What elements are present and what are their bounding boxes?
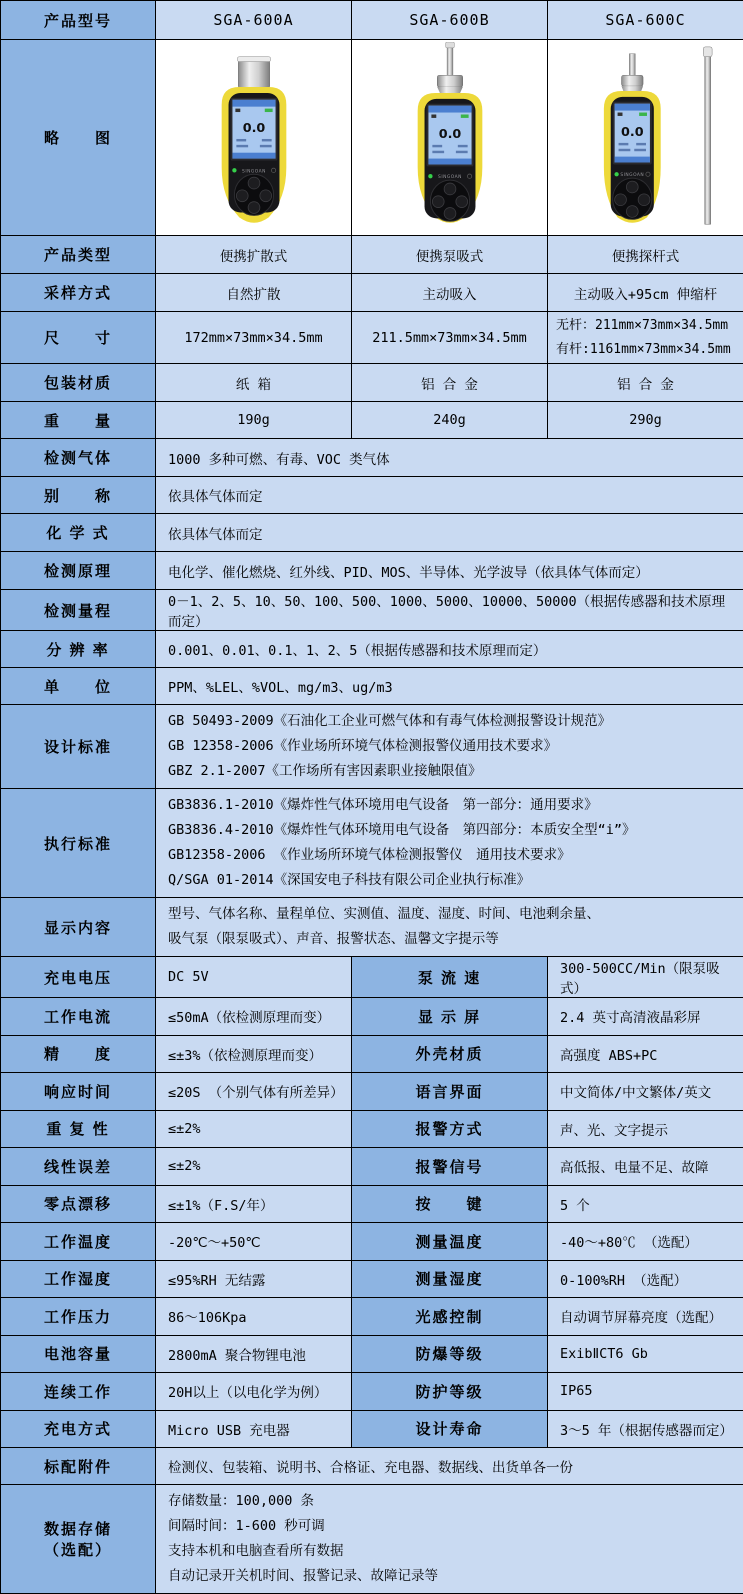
cell-value: ≤±3%（依检测原理而变） [156,1035,352,1073]
cell-value: 1000 多种可燃、有毒、VOC 类气体 [156,439,743,477]
table-row [1,1448,743,1485]
cell-value: 2.4 英寸高清液晶彩屏 [548,998,743,1036]
device-illustration-pump [370,42,530,234]
cell-value: IP65 [548,1373,743,1411]
telescopic-rod [704,53,710,223]
value-lines [168,898,737,956]
value-lines [168,789,737,897]
cell-value: 自然扩散 [156,274,352,312]
value-line: 无杆：211mm×73mm×34.5mm [548,314,743,338]
screen-info-line [259,144,271,146]
product-model-label: 产品型号 [1,1,156,40]
cell-value: 190g [156,402,352,439]
row-label-b0 [1,1448,156,1485]
battery-icon [639,112,647,115]
cell-value: 211.5mm×73mm×34.5mm [352,312,548,364]
device-screen-statusbar [428,158,471,164]
cell-value [548,312,743,364]
pump-probe [629,53,635,77]
row-label-d1b: 显 示 屏 [352,998,548,1036]
table-row [1,1073,743,1111]
pump-probe-tip [445,42,454,48]
model-header-sga-600c: SGA-600C [548,1,743,40]
cell-value: 铝 合 金 [548,364,743,402]
row-label-f1: 别 称 [1,477,156,514]
table-row [1,1485,743,1594]
cell-value: 声、光、文字提示 [548,1110,743,1148]
cell-value: 172mm×73mm×34.5mm [156,312,352,364]
value-line: GB3836.1-2010《爆炸性气体环境用电气设备 第一部分：通用要求》 [168,793,737,818]
cell-value: DC 5V [156,957,352,998]
value-lines [168,1485,737,1593]
keypad-button-right [259,189,271,201]
telescopic-rod-tip [703,46,712,56]
table-row [1,1298,743,1336]
table-row [1,1223,743,1261]
cell-value: 300-500CC/Min（限泵吸式） [548,957,743,998]
cell-value: 纸 箱 [156,364,352,402]
table-row [1,439,743,477]
row-label-0: 产品类型 [1,236,156,274]
device-screen-value: 0.0 [621,125,644,140]
row-label-3: 包装材质 [1,364,156,402]
cell-value: 便携探杆式 [548,236,743,274]
row-label-d8b: 测量湿度 [352,1260,548,1298]
keypad-button-right [638,193,650,205]
row-label-f8: 执行标准 [1,789,156,898]
cell-value: 依具体气体而定 [156,477,743,514]
sensor-cap [238,60,269,87]
screen-info-line [457,144,467,146]
keypad-button-up [444,183,456,195]
keypad-button-enter [248,201,260,213]
value-line: 吸气泵（限泵吸式）、声音、报警状态、温馨文字提示等 [168,927,737,952]
table-row [1,1335,743,1373]
row-label-f2: 化 学 式 [1,514,156,552]
cell-value: -20℃～+50℃ [156,1223,352,1261]
screen-info-line [236,144,248,146]
row-label-4: 重 量 [1,402,156,439]
speaker-icon [617,112,622,115]
device-screen-value: 0.0 [242,121,265,136]
value-line: GBZ 2.1-2007《工作场所有害因素职业接触限值》 [168,759,737,784]
cell-value: 主动吸入+95cm 伸缩杆 [548,274,743,312]
value-line: 存储数量：100,000 条 [168,1489,737,1514]
value-lines [168,705,737,788]
device-screen-value: 0.0 [438,127,461,142]
pump-probe [447,44,453,76]
speaker-icon [235,108,240,111]
value-line: 间隔时间：1-600 秒可调 [168,1514,737,1539]
table-row [1,552,743,590]
screen-info-line [455,150,467,152]
led-indicator [614,172,618,176]
pump-inlet-base [437,75,462,87]
model-header-sga-600a: SGA-600A [156,1,352,40]
value-line: GB 12358-2006《作业场所环境气体检测报警仪通用技术要求》 [168,734,737,759]
screen-info-line [432,144,442,146]
keypad-button-right [455,195,467,207]
cell-value: ≤±1%（F.S/年） [156,1185,352,1223]
table-row [1,998,743,1036]
cell-value: 高低报、电量不足、故障 [548,1148,743,1186]
cell-value: ExibⅡCT6 Gb [548,1335,743,1373]
product-image-sga-600c [548,40,743,236]
table-row [1,898,743,957]
cell-value: 铝 合 金 [352,364,548,402]
row-label-f4: 检测量程 [1,590,156,631]
device-illustration-probe [566,42,726,234]
row-label-d6b: 按 键 [352,1185,548,1223]
table-row [1,1148,743,1186]
table-row [1,1373,743,1411]
screen-info-line [236,138,246,140]
device-screen-statusbar [614,156,649,162]
row-label-b1 [1,1485,156,1594]
row-label-d7a: 工作温度 [1,1223,156,1261]
cell-value: 20H以上（以电化学为例） [156,1373,352,1411]
led-indicator [232,168,236,172]
row-label-d12b: 设计寿命 [352,1410,548,1448]
cell-value: 240g [352,402,548,439]
cell-value: ≤50mA（依检测原理而变） [156,998,352,1036]
device-illustration-diffusion [174,42,334,234]
value-line: GB3836.4-2010《爆炸性气体环境用电气设备 第四部分：本质安全型“i”》 [168,818,737,843]
keypad-button-left [432,195,444,207]
row-label-d3b: 语言界面 [352,1073,548,1111]
row-label-d11a: 连续工作 [1,1373,156,1411]
row-label-d1a: 工作电流 [1,998,156,1036]
cell-value: 5 个 [548,1185,743,1223]
cell-value: PPM、%LEL、%VOL、mg/m3、ug/m3 [156,668,743,705]
value-line: GB12358-2006 《作业场所环境气体检测报警仪 通用技术要求》 [168,843,737,868]
cell-value: -40～+80℃ （选配） [548,1223,743,1261]
device-screen-titlebar [232,99,275,106]
table-row [1,1410,743,1448]
device-brand: SINGOAN [620,172,644,178]
cell-value: ≤±2% [156,1148,352,1186]
row-label-f6: 单 位 [1,668,156,705]
cell-value: 0.001、0.01、0.1、1、2、5（根据传感器和技术原理而定） [156,631,743,668]
row-label-f9: 显示内容 [1,898,156,957]
keypad-button-enter [626,205,638,217]
row-product-model [1,1,743,40]
row-label-text: 数据存储 [1,1518,155,1539]
row-label-subtext: （选配） [1,1539,155,1560]
cell-value: 自动调节屏幕亮度（选配） [548,1298,743,1336]
screen-info-line [261,138,271,140]
table-row [1,631,743,668]
row-label-f3: 检测原理 [1,552,156,590]
row-label-2: 尺 寸 [1,312,156,364]
row-sketch [1,40,743,236]
device-screen-titlebar [428,105,471,112]
table-row [1,364,743,402]
screen-info-line [636,142,646,144]
device-screen-statusbar [232,152,275,158]
cell-value [156,705,743,789]
row-label-1: 采样方式 [1,274,156,312]
cell-value: ≤20S （个别气体有所差异） [156,1073,352,1111]
screen-info-line [432,150,444,152]
led-indicator [428,174,432,178]
cell-value: ≤95%RH 无结露 [156,1260,352,1298]
table-row [1,957,743,998]
row-label-d0a: 充电电压 [1,957,156,998]
sensor-cap-rim [237,56,270,61]
table-row [1,789,743,898]
row-label-d4a: 重 复 性 [1,1110,156,1148]
row-label-d4b: 报警方式 [352,1110,548,1148]
screen-info-line [618,142,628,144]
table-row [1,1110,743,1148]
screen-info-line [634,148,646,150]
table-row [1,514,743,552]
row-label-d2a: 精 度 [1,1035,156,1073]
sketch-label: 略 图 [1,40,156,236]
row-label-d5a: 线性误差 [1,1148,156,1186]
table-row [1,402,743,439]
cell-value: Micro USB 充电器 [156,1410,352,1448]
table-row [1,312,743,364]
table-row [1,590,743,631]
battery-icon [460,114,468,117]
cell-value [156,1485,743,1594]
table-row [1,274,743,312]
cell-value: 便携泵吸式 [352,236,548,274]
row-label-d11b: 防护等级 [352,1373,548,1411]
table-row [1,668,743,705]
cell-value [156,789,743,898]
value-line: 自动记录开关机时间、报警记录、故障记录等 [168,1564,737,1589]
product-image-sga-600b [352,40,548,236]
value-line: 型号、气体名称、量程单位、实测值、温度、湿度、时间、电池剩余量、 [168,902,737,927]
cell-value: 依具体气体而定 [156,514,743,552]
row-label-f7: 设计标准 [1,705,156,789]
keypad-button-left [236,189,248,201]
speaker-icon [431,114,436,117]
keypad-button-left [614,193,626,205]
row-label-d5b: 报警信号 [352,1148,548,1186]
cell-value: 0－1、2、5、10、50、100、500、1000、5000、10000、50000（根据传感器和技术原理而定） [156,590,743,631]
value-line: Q/SGA 01-2014《深国安电子科技有限公司企业执行标准》 [168,868,737,893]
cell-value: 高强度 ABS+PC [548,1035,743,1073]
device-brand: SINGOAN [242,168,266,174]
row-label-d0b: 泵 流 速 [352,957,548,998]
row-label-d3a: 响应时间 [1,1073,156,1111]
value-line: GB 50493-2009《石油化工企业可燃气体和有毒气体检测报警设计规范》 [168,709,737,734]
table-row [1,236,743,274]
row-label-d6a: 零点漂移 [1,1185,156,1223]
row-label-f5: 分 辨 率 [1,631,156,668]
table-row [1,1260,743,1298]
model-header-sga-600b: SGA-600B [352,1,548,40]
value-line: 支持本机和电脑查看所有数据 [168,1539,737,1564]
row-label-d9a: 工作压力 [1,1298,156,1336]
value-line: 有杆:1161mm×73mm×34.5mm [548,338,743,362]
cell-value: 便携扩散式 [156,236,352,274]
row-label-d9b: 光感控制 [352,1298,548,1336]
row-label-d2b: 外壳材质 [352,1035,548,1073]
keypad-button-up [248,177,260,189]
cell-value: 电化学、催化燃烧、红外线、PID、MOS、半导体、光学波导（依具体气体而定） [156,552,743,590]
row-label-d7b: 测量温度 [352,1223,548,1261]
cell-value: 2800mA 聚合物锂电池 [156,1335,352,1373]
pump-inlet-base [621,75,643,86]
cell-value [156,898,743,957]
row-label-d10a: 电池容量 [1,1335,156,1373]
battery-icon [264,108,272,111]
cell-value: 3～5 年（根据传感器而定） [548,1410,743,1448]
screen-info-line [618,148,630,150]
keypad-button-up [626,181,638,193]
cell-value: 0-100%RH （选配） [548,1260,743,1298]
row-label-text: 标配附件 [1,1456,155,1477]
row-label-d12a: 充电方式 [1,1410,156,1448]
row-label-d8a: 工作湿度 [1,1260,156,1298]
table-row [1,1185,743,1223]
product-image-sga-600a [156,40,352,236]
cell-value: 主动吸入 [352,274,548,312]
row-label-f0: 检测气体 [1,439,156,477]
cell-value: 中文简体/中文繁体/英文 [548,1073,743,1111]
cell-value: 290g [548,402,743,439]
device-brand: SINGOAN [438,174,462,180]
device-screen-titlebar [614,103,649,110]
table-row [1,705,743,789]
cell-value: 86～106Kpa [156,1298,352,1336]
keypad-button-enter [444,207,456,219]
row-label-d10b: 防爆等级 [352,1335,548,1373]
table-row [1,477,743,514]
cell-value: ≤±2% [156,1110,352,1148]
table-row [1,1035,743,1073]
cell-value: 检测仪、包装箱、说明书、合格证、充电器、数据线、出货单各一份 [156,1448,743,1485]
